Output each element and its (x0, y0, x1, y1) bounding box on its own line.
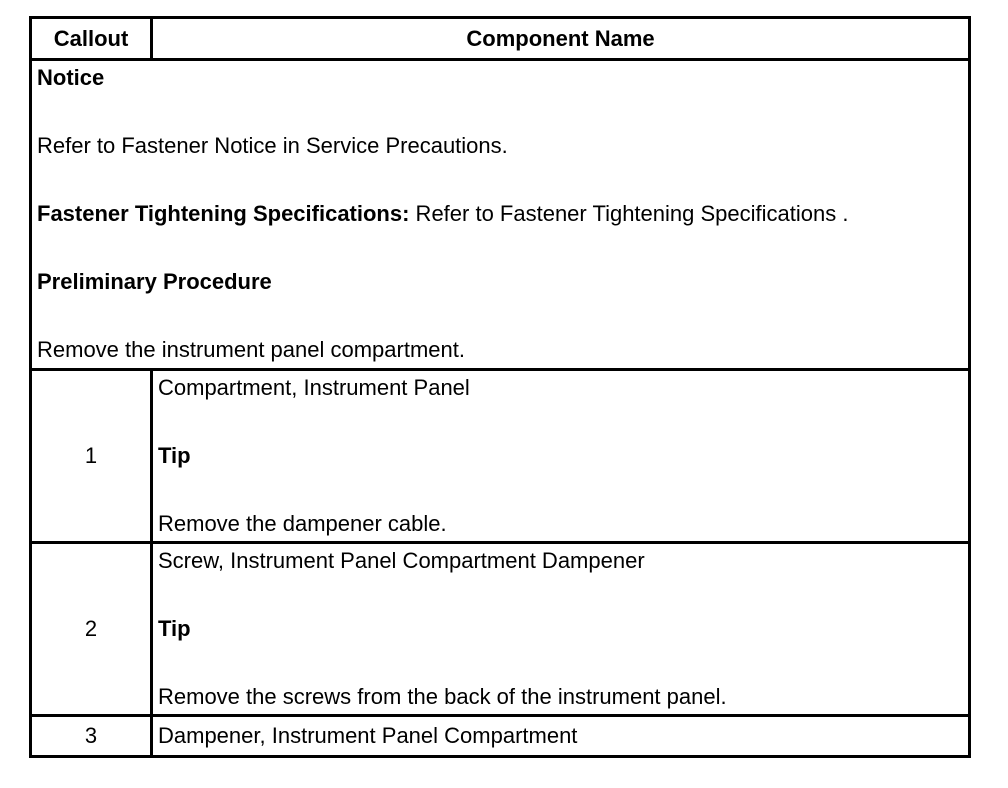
callout-table (29, 16, 971, 758)
table-row (31, 716, 970, 757)
preliminary-text: Remove the instrument panel compartment. (37, 337, 465, 362)
component-cell (152, 370, 970, 543)
tip-label: Tip (158, 443, 191, 468)
tip-text: Remove the dampener cable. (158, 511, 447, 536)
table-row (31, 543, 970, 716)
tip-text: Remove the screws from the back of the instrument panel. (158, 684, 727, 709)
fastener-spec-label: Fastener Tightening Specifications: (37, 201, 410, 226)
callout-number: 3 (31, 716, 152, 757)
notice-cell (31, 60, 970, 370)
callout-header: Callout (31, 18, 152, 60)
component-name-header: Component Name (152, 18, 970, 60)
notice-heading: Notice (37, 65, 105, 90)
component-name: Dampener, Instrument Panel Compartment (152, 716, 970, 757)
notice-text: Refer to Fastener Notice in Service Precautions. (37, 133, 508, 158)
table-row (31, 370, 970, 543)
notice-row (31, 60, 970, 370)
fastener-spec-line (37, 197, 963, 231)
component-cell (152, 543, 970, 716)
callout-number: 2 (31, 543, 152, 716)
tip-label: Tip (158, 616, 191, 641)
component-name: Compartment, Instrument Panel (158, 375, 470, 400)
fastener-spec-text: Refer to Fastener Tightening Specifications . (409, 201, 849, 226)
component-name: Screw, Instrument Panel Compartment Dampener (158, 548, 645, 573)
callout-number: 1 (31, 370, 152, 543)
header-row (31, 18, 970, 60)
preliminary-heading: Preliminary Procedure (37, 269, 272, 294)
